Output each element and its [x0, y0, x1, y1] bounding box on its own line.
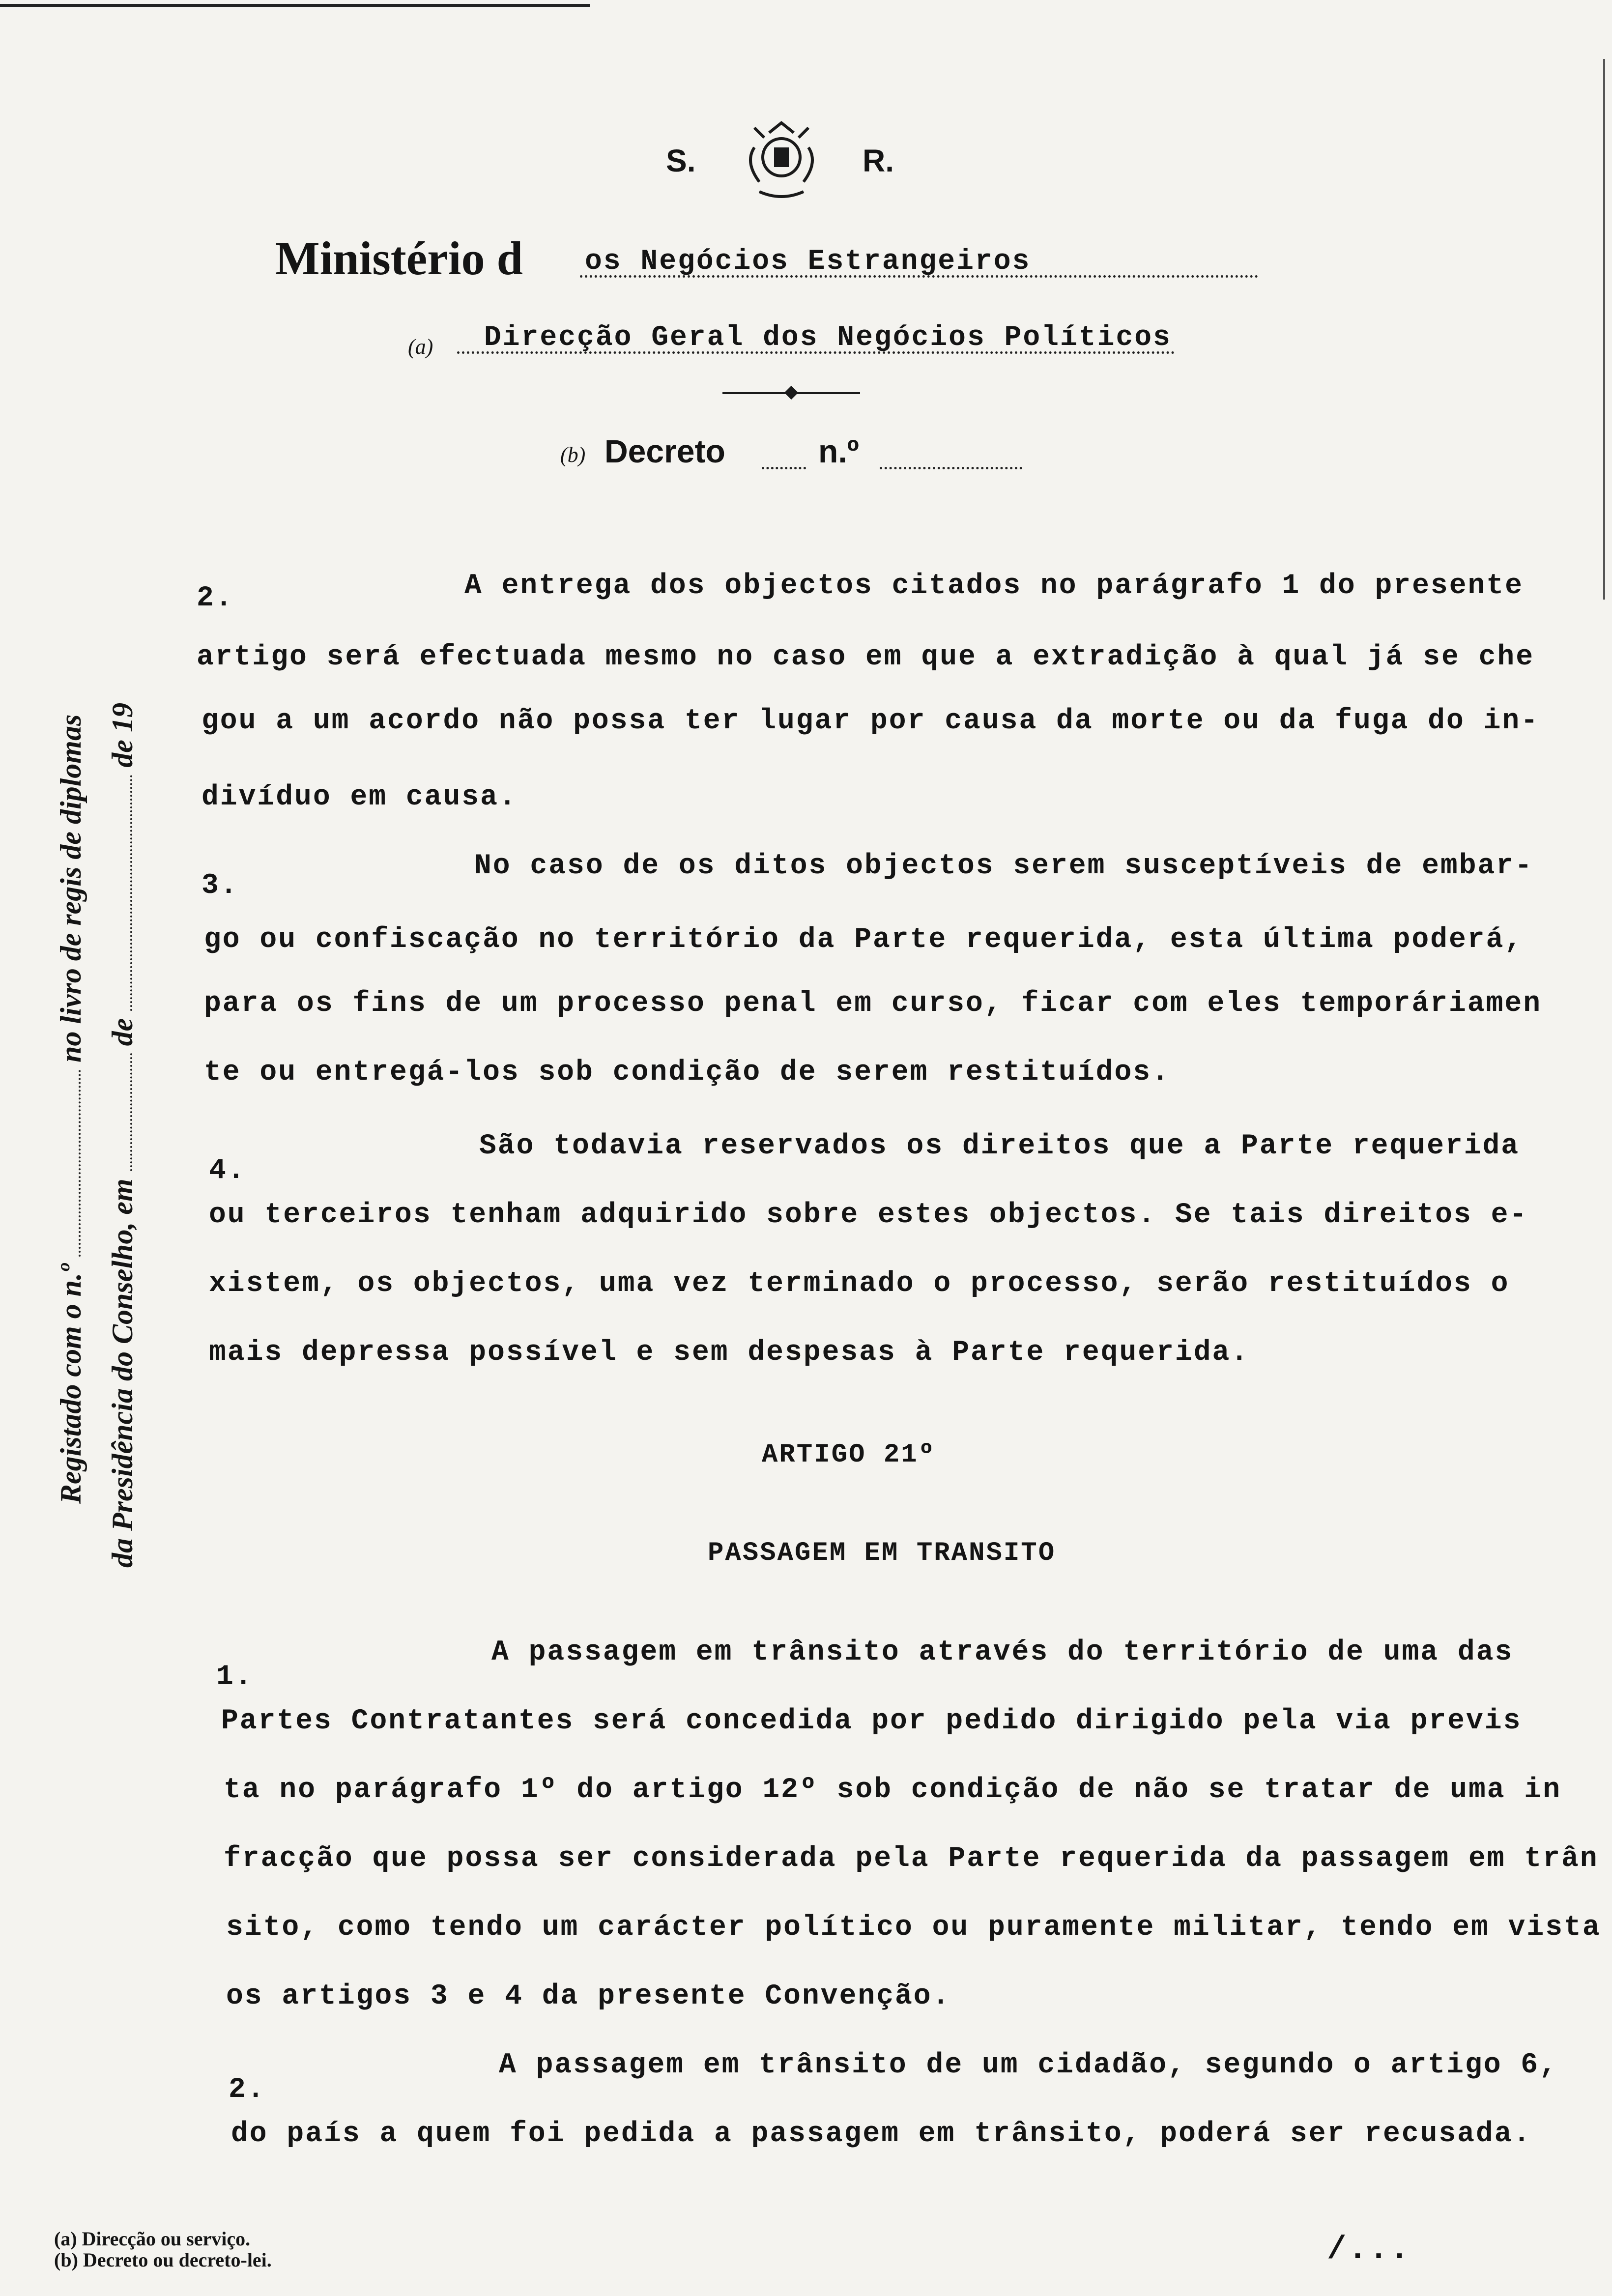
article-subtitle: PASSAGEM EM TRANSITO	[708, 1538, 1056, 1568]
para4-line-1: São todavia reservados os direitos que a Parte requerida	[479, 1130, 1520, 1162]
margin-line1-b: no livro de regis	[55, 866, 87, 1062]
para2-line-2: artigo será efectuada mesmo no caso em que a extradição à qual já se che	[197, 641, 1535, 673]
footnote-b: (b) Decreto ou decreto-lei.	[54, 2249, 272, 2271]
art-para1-line-2: Partes Contratantes será concedida por pedido dirigido pela via previs	[221, 1705, 1522, 1737]
art-para1-line-6: os artigos 3 e 4 da presente Convenção.	[226, 1980, 951, 2012]
art-para2-line-1: A passagem em trânsito de um cidadão, segundo o artigo 6,	[499, 2049, 1558, 2081]
art-para1-number: 1.	[216, 1661, 254, 1693]
ministry-fill: os Negócios Estrangeiros	[585, 246, 1031, 278]
para4-line-4: mais depressa possível e sem despesas à Parte requerida.	[209, 1337, 1250, 1369]
ornament-diamond	[784, 386, 798, 400]
decree-label: Decreto	[604, 433, 725, 469]
article-title: ARTIGO 21º	[762, 1440, 936, 1470]
coat-of-arms-emblem	[740, 118, 823, 201]
header-letter-r: R.	[863, 143, 894, 178]
para3-line-1: No caso de os ditos objectos serem susceptíveis de embar-	[474, 850, 1533, 882]
para4-number: 4.	[209, 1155, 246, 1187]
para2-number: 2.	[197, 582, 234, 614]
art-para1-line-5: sito, como tendo um carácter político ou puramente militar, tendo em vista	[226, 1912, 1601, 1944]
margin-line2-a: da Presidência do Conselho, em	[106, 1178, 139, 1568]
margin-line2-c: de 19	[106, 703, 139, 768]
margin-dotted-2	[130, 1053, 132, 1171]
para2-line-4: divíduo em causa.	[202, 781, 518, 813]
header-letter-s: S.	[666, 143, 696, 178]
para4-line-3: xistem, os objectos, uma vez terminado o processo, serão restituídos o	[209, 1268, 1510, 1300]
ministry-prefix: Ministério d	[275, 232, 523, 285]
margin-registration-line-1	[54, 715, 88, 1504]
art-para1-line-4: fracção que possa ser considerada pela Parte requerida da passagem em trân	[224, 1843, 1599, 1875]
para2-line-1: A entrega dos objectos citados no parágrafo 1 do presente	[464, 570, 1524, 602]
para3-line-2: go ou confiscação no território da Parte requerida, esta última poderá,	[204, 924, 1524, 956]
service-marker: (a)	[408, 335, 433, 359]
top-rule	[0, 4, 590, 7]
service-fill: Direcção Geral dos Negócios Políticos	[484, 322, 1172, 354]
art-para2-number: 2.	[229, 2074, 266, 2106]
para3-line-3: para os fins de um processo penal em curso, ficar com eles temporáriamen	[204, 988, 1542, 1020]
ministry-dotted-line	[580, 275, 1258, 278]
decree-marker: (b)	[560, 443, 586, 467]
decree-dotted-line-2	[880, 467, 1022, 469]
art-para1-line-3: ta no parágrafo 1º do artigo 12º sob condição de não se tratar de uma in	[224, 1774, 1562, 1806]
para4-line-2: ou terceiros tenham adquirido sobre estes objectos. Se tais direitos e-	[209, 1199, 1528, 1231]
art-para1-line-1: A passagem em trânsito através do território de uma das	[491, 1636, 1514, 1668]
para3-line-4: te ou entregá-los sob condição de serem restituídos.	[204, 1057, 1170, 1089]
margin-line2-b: de	[106, 1018, 139, 1046]
margin-dotted-1	[79, 1070, 81, 1257]
right-edge-line	[1603, 59, 1605, 600]
margin-dotted-3	[130, 775, 132, 1011]
service-dotted-line	[457, 351, 1175, 354]
para3-number: 3.	[202, 870, 239, 902]
decree-dotted-line-1	[762, 467, 806, 469]
ministry-label	[275, 231, 523, 286]
margin-line1-a: Registado com o n.º	[55, 1264, 87, 1504]
continuation-mark: /...	[1327, 2231, 1411, 2268]
para2-line-3: gou a um acordo não possa ter lugar por causa da morte ou da fuga do in-	[202, 705, 1540, 737]
art-para2-line-2: do país a quem foi pedida a passagem em trânsito, poderá ser recusada.	[231, 2118, 1532, 2150]
margin-registration-line-2	[106, 703, 140, 1568]
decree-number-label: n.º	[818, 433, 859, 469]
footnote-a: (a) Direcção ou serviço.	[54, 2228, 251, 2250]
margin-line1-c: de diplomas	[55, 714, 87, 860]
